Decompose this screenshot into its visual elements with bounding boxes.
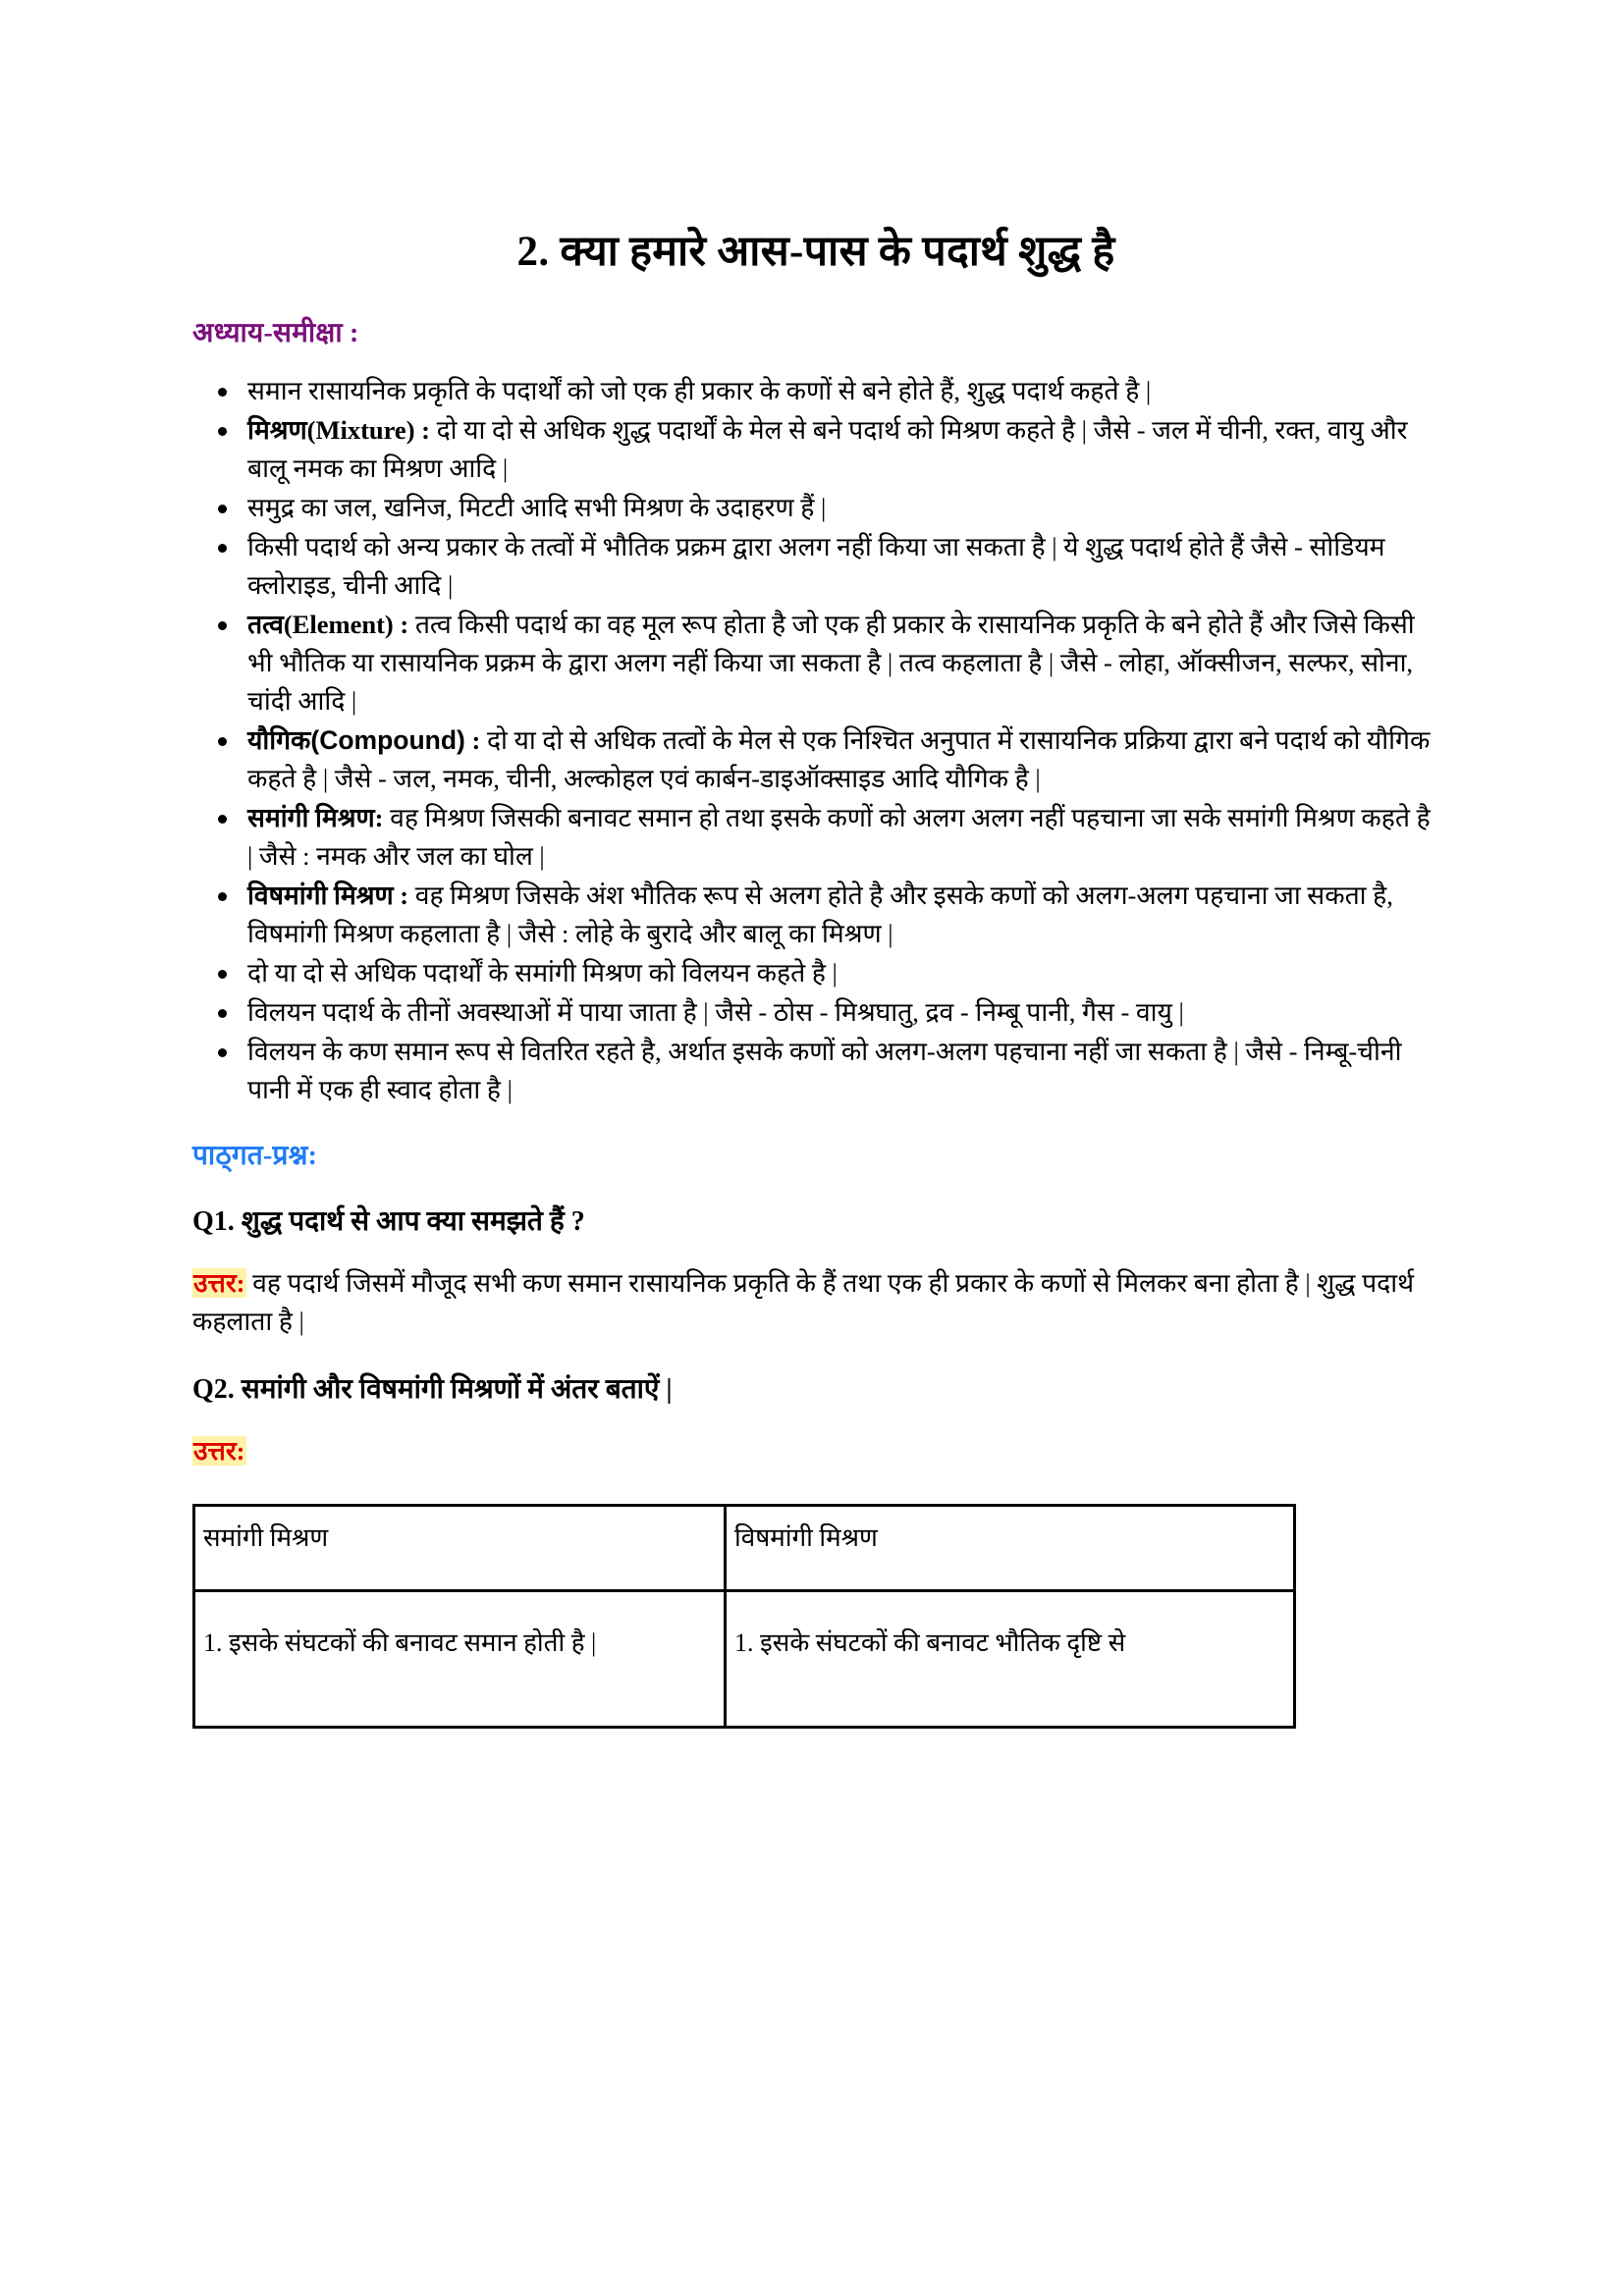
page-title: 2. क्या हमारे आस-पास के पदार्थ शुद्ध है	[516, 229, 1115, 275]
table-cell-heterogeneous-1: 1. इसके संघटकों की बनावट भौतिक दृष्टि से	[726, 1590, 1295, 1727]
answer-1	[192, 1241, 1439, 1341]
list-item	[192, 721, 1439, 798]
list-item	[192, 1033, 1439, 1109]
list-item-text: विलयन पदार्थ के तीनों अवस्थाओं में पाया जाता है | जैसे - ठोस - मिश्रघातु, द्रव - निम्बू पानी, गैस - वायु |	[247, 996, 1184, 1027]
list-item	[192, 528, 1439, 605]
list-item-term: तत्व	[247, 610, 284, 640]
list-item-separator: :	[414, 415, 437, 446]
list-item-term: मिश्रण	[247, 415, 307, 446]
list-item-text: वह मिश्रण जिसके अंश भौतिक रूप से अलग होते है और इसके कणों को अलग-अलग पहचाना जा सकता है, विषमांगी मिश्रण कहलाता है | जैसे : लोहे के बुरादे और बालू का मिश्रण |	[247, 880, 1393, 948]
list-item-term-english: (Element)	[283, 610, 394, 640]
list-item-text: किसी पदार्थ को अन्य प्रकार के तत्वों में भौतिक प्रक्रम द्वारा अलग नहीं किया जा सकता है | ये शुद्ध पदार्थ होते हैं जैसे - सोडियम क्लोराइड, चीनी आदि |	[247, 532, 1385, 601]
table-header-cell-homogeneous: समांगी मिश्रण	[194, 1505, 726, 1590]
list-item-term-english: (Mixture)	[306, 415, 415, 446]
list-item	[192, 411, 1439, 488]
list-item-text: वह मिश्रण जिसकी बनावट समान हो तथा इसके कणों को अलग अलग नहीं पहचाना जा सके समांगी मिश्रण कहते है | जैसे : नमक और जल का घोल |	[247, 802, 1431, 871]
list-item	[192, 606, 1439, 721]
list-item	[192, 799, 1439, 876]
list-item-term-english: (Compound)	[310, 725, 465, 756]
list-item-separator: :	[393, 610, 415, 640]
question-1: Q1. शुद्ध पदार्थ से आप क्या समझते हैं ?	[192, 1205, 585, 1237]
table-row	[194, 1590, 1295, 1727]
table-header-cell-heterogeneous: विषमांगी मिश्रण	[726, 1505, 1295, 1590]
list-item-text: समान रासायनिक प्रकृति के पदार्थों को जो एक ही प्रकार के कणों से बने होते हैं, शुद्ध पदार्थ कहते है |	[247, 376, 1152, 406]
answer-text: वह पदार्थ जिसमें मौजूद सभी कण समान रासायनिक प्रकृति के हैं तथा एक ही प्रकार के कणों से मिलकर बना होता है | शुद्ध पदार्थ कहलाता है |	[192, 1267, 1415, 1336]
list-item-term: यौगिक	[247, 725, 311, 756]
list-item-text: विलयन के कण समान रूप से वितरित रहते है, अर्थात इसके कणों को अलग-अलग पहचाना नहीं जा सकता है | जैसे - निम्बू-चीनी पानी में एक ही स्वाद होता है |	[247, 1036, 1402, 1104]
page-content	[192, 0, 1439, 1729]
list-item-text: दो या दो से अधिक पदार्थों के समांगी मिश्रण को विलयन कहते है |	[247, 957, 838, 988]
section-heading-chapter-review: अध्याय-समीक्षा :	[192, 318, 359, 349]
list-item	[192, 877, 1439, 953]
table-header-row	[194, 1505, 1295, 1590]
question-2: Q2. समांगी और विषमांगी मिश्रणों में अंतर बताऐं |	[192, 1373, 673, 1405]
list-item-text: तत्व किसी पदार्थ का वह मूल रूप होता है जो एक ही प्रकार के रासायनिक प्रकृति के बने होते हैं और जिसे किसी भी भौतिक या रासायनिक प्रक्रम के द्वारा अलग नहीं किया जा सकता है | तत्व कहलाता है | जैसे - लोहा, ऑक्सीजन, सल्फर, सोना, चांदी आदि |	[247, 610, 1415, 717]
list-item-text: दो या दो से अधिक शुद्ध पदार्थों के मेल से बने पदार्थ को मिश्रण कहते है | जैसे - जल में चीनी, रक्त, वायु और बालू नमक का मिश्रण आदि |	[247, 415, 1408, 484]
list-item	[192, 489, 1439, 527]
answer-label: उत्तर:	[193, 1435, 245, 1466]
answer-label: उत्तर:	[193, 1267, 245, 1298]
list-item-text: दो या दो से अधिक तत्वों के मेल से एक निश्चित अनुपात में रासायनिक प्रक्रिया द्वारा बने पदार्थ को यौगिक कहते है | जैसे - जल, नमक, चीनी, अल्कोहल एवं कार्बन-डाइऑक्साइड आदि यौगिक है |	[247, 725, 1431, 793]
answer-2	[192, 1409, 1439, 1470]
list-item	[192, 993, 1439, 1032]
list-item-text: समुद्र का जल, खनिज, मिटटी आदि सभी मिश्रण के उदाहरण हैं |	[247, 493, 827, 523]
list-item	[192, 372, 1439, 410]
list-item	[192, 954, 1439, 992]
chapter-review-list	[192, 350, 1439, 1108]
list-item-separator	[408, 881, 415, 910]
list-item-term: विषमांगी मिश्रण :	[247, 880, 409, 910]
list-item-separator: :	[464, 725, 487, 756]
table-cell-homogeneous-1: 1. इसके संघटकों की बनावट समान होती है |	[194, 1590, 726, 1727]
comparison-table	[192, 1504, 1296, 1729]
section-heading-textbook-questions: पाठ्गत-प्रश्न:	[192, 1140, 318, 1171]
list-item-term: समांगी मिश्रण:	[247, 802, 384, 832]
